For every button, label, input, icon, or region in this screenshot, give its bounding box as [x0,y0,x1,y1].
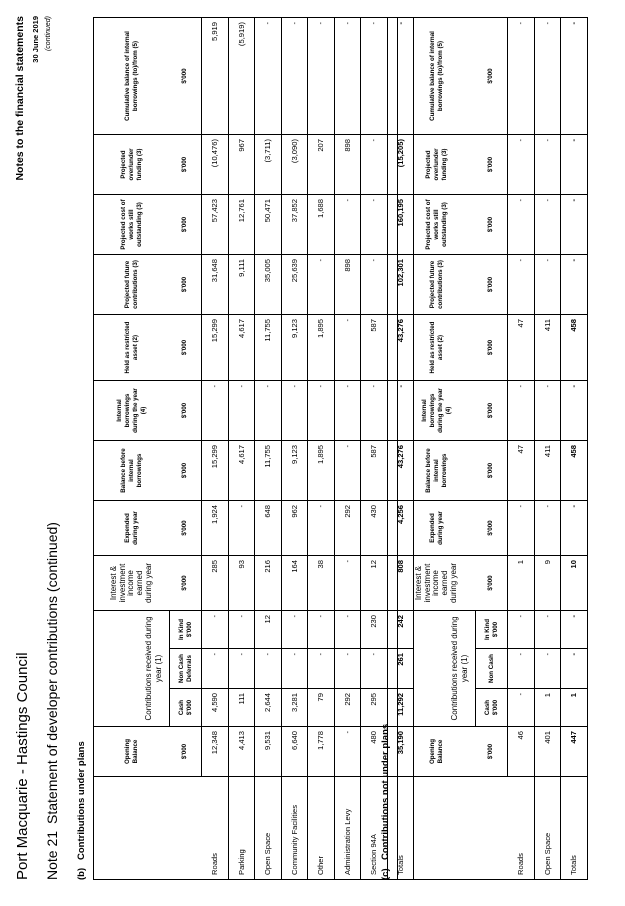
cell-opening: 9,531 [255,727,282,777]
row-label: Roads [508,777,535,880]
cell-restricted: 47 [508,315,535,381]
cell-future: 102,301 [387,255,414,315]
cell-cost: - [334,195,361,255]
balance-before-header: Balance before internal borrowings [94,441,170,501]
inkind-header: In Kind $'000 [476,611,508,649]
cell-overunder: - [508,135,535,195]
balance-unit: $'000 [476,441,508,501]
cell-inkind: - [308,611,335,649]
cell-expended: - [308,501,335,556]
restricted-asset-header: Held as restricted asset (2) [94,315,170,381]
cell-borrowings: - [334,381,361,441]
cell-inkind: - [534,611,561,649]
cell-cost: - [508,195,535,255]
cell-opening: 35,190 [387,727,414,777]
opening-unit: $'000 [170,727,202,777]
table-row [334,18,361,880]
cell-cost: 50,471 [255,195,282,255]
cell-opening: 46 [508,727,535,777]
future-contributions-header: Projected future contributions (3) [398,255,476,315]
restricted-unit: $'000 [170,315,202,381]
cell-borrowings: - [255,381,282,441]
cell-future: - [561,255,588,315]
cell-restricted: 43,276 [387,315,414,381]
cell-opening: 401 [534,727,561,777]
cell-borrowings: - [281,381,308,441]
cell-future: - [508,255,535,315]
internal-borrowings-header: Internal borrowings during the year (4) [94,381,170,441]
opening-unit: $'000 [476,727,508,777]
cell-cash: 1 [561,689,588,727]
cell-future: - [534,255,561,315]
cell-overunder: 207 [308,135,335,195]
cell-inkind: - [228,611,255,649]
row-label: Open Space [255,777,282,880]
contributions-received-header: Contributions received during year (1) [446,611,476,727]
label-header [398,777,508,880]
cell-cumulative: (5,919) [228,18,255,135]
cell-opening: 4,413 [228,727,255,777]
cell-interest: 93 [228,556,255,611]
cell-overunder: - [561,135,588,195]
future-unit: $'000 [170,255,202,315]
cell-overunder: 898 [334,135,361,195]
cell-restricted: 411 [534,315,561,381]
cell-borrowings: - [361,381,388,441]
cell-expended: 430 [361,501,388,556]
cell-cash: - [508,689,535,727]
table-row [228,18,255,880]
section-b-heading: Contributions under plans [76,741,87,860]
cost-outstanding-header: Projected cost of works still outstanding (3) [94,195,170,255]
cell-cash: 4,590 [202,689,229,727]
cell-borrowings: - [202,381,229,441]
cell-opening: 1,778 [308,727,335,777]
restricted-asset-header: Held as restricted asset (2) [398,315,476,381]
cell-borrowings: - [561,381,588,441]
cell-noncash: 261 [387,649,414,689]
cell-future: 9,111 [228,255,255,315]
overunder-unit: $'000 [170,135,202,195]
cell-interest: 9 [534,556,561,611]
cell-expended: - [228,501,255,556]
cell-cash: 1 [534,689,561,727]
cell-inkind: - [508,611,535,649]
cell-noncash: - [281,649,308,689]
cell-cost: - [534,195,561,255]
interest-header: Interest & investment income earned during year [398,556,476,611]
cell-balance: 587 [361,441,388,501]
cell-cash: 79 [308,689,335,727]
cell-noncash: - [508,649,535,689]
section-c-body [508,18,588,880]
table-row [308,18,335,880]
balance-unit: $'000 [170,441,202,501]
interest-unit: $'000 [170,556,202,611]
page-header-left [14,522,60,880]
notes-title: Notes to the financial statements [14,16,26,181]
note-number: Note 21 [44,830,60,880]
cell-balance: 15,299 [202,441,229,501]
noncash-header: Non Cash Deferrals [170,649,202,689]
cell-cumulative: 5,919 [202,18,229,135]
table-row [508,18,535,880]
section-c-title [380,724,391,880]
cell-inkind: - [334,611,361,649]
cumulative-unit: $'000 [476,18,508,135]
future-contributions-header: Projected future contributions (3) [94,255,170,315]
cell-cumulative: - [308,18,335,135]
cell-restricted: 458 [561,315,588,381]
internal-borrowings-header: Internal borrowings during the year (4) [398,381,476,441]
cell-cumulative: - [361,18,388,135]
row-label: Totals [561,777,588,880]
cash-header: Cash $'000 [170,689,202,727]
cell-noncash: - [228,649,255,689]
table-row [202,18,229,880]
section-b-letter: (b) [76,867,87,880]
council-name: Port Macquarie - Hastings Council [14,652,31,880]
cell-cash: 292 [334,689,361,727]
cell-opening: 6,640 [281,727,308,777]
opening-balance-header: Opening Balance [429,738,444,765]
cell-expended: 648 [255,501,282,556]
row-label: Roads [202,777,229,880]
cell-borrowings: - [508,381,535,441]
cell-cash: 3,281 [281,689,308,727]
contributions-received-header: Contributions received during year (1) [140,611,170,727]
cell-cumulative: - [534,18,561,135]
expended-unit: $'000 [170,501,202,556]
cell-cumulative: - [561,18,588,135]
cell-noncash: - [308,649,335,689]
noncash-header: Non Cash [476,649,508,689]
cell-opening: 480 [361,727,388,777]
cell-noncash: - [334,649,361,689]
cell-noncash: - [202,649,229,689]
cell-overunder: - [534,135,561,195]
cell-cost: 37,852 [281,195,308,255]
cell-opening: 447 [561,727,588,777]
contributions-not-under-plans-table [397,17,588,880]
cell-interest: 164 [281,556,308,611]
cell-interest: 38 [308,556,335,611]
section-c-heading: Contributions not under plans [380,723,391,860]
cell-cost: - [561,195,588,255]
section-c-letter: (c) [380,868,391,880]
page-header-right [14,16,52,181]
cell-restricted: 15,299 [202,315,229,381]
cell-cash: 2,644 [255,689,282,727]
cost-unit: $'000 [476,195,508,255]
row-label: Other [308,777,335,880]
cell-inkind: 230 [361,611,388,649]
section-b-title [76,741,87,880]
cell-balance: 1,895 [308,441,335,501]
cell-cost: 57,423 [202,195,229,255]
cell-cumulative: - [334,18,361,135]
cell-restricted: 4,617 [228,315,255,381]
cell-cumulative: - [387,18,414,135]
restricted-unit: $'000 [476,315,508,381]
cell-inkind: - [561,611,588,649]
cell-cumulative: - [281,18,308,135]
borrowings-unit: $'000 [170,381,202,441]
borrowings-unit: $'000 [476,381,508,441]
cell-interest: 216 [255,556,282,611]
report-date: 30 June 2019 [31,16,40,63]
cell-restricted: 9,123 [281,315,308,381]
cell-expended: 1,924 [202,501,229,556]
cell-expended: - [508,501,535,556]
row-label: Community Facilities [281,777,308,880]
cell-future: 25,639 [281,255,308,315]
cell-cash: 11,292 [387,689,414,727]
cell-overunder: (3,090) [281,135,308,195]
cell-future: - [361,255,388,315]
cell-expended: - [561,501,588,556]
cumulative-borrowings-header: Cumulative balance of internal borrowings (to)/from (5) [398,18,476,135]
cell-future: 31,648 [202,255,229,315]
cell-opening: 12,348 [202,727,229,777]
cell-future: - [308,255,335,315]
continued-label: (continued) [45,16,52,52]
table-row [281,18,308,880]
cell-noncash: - [561,649,588,689]
label-header [94,777,202,880]
cell-interest: 808 [387,556,414,611]
cell-interest: - [334,556,361,611]
cell-interest: 12 [361,556,388,611]
cell-interest: 10 [561,556,588,611]
cell-opening: - [334,727,361,777]
cell-borrowings: - [308,381,335,441]
cell-interest: 285 [202,556,229,611]
cell-cost: 12,761 [228,195,255,255]
cumulative-borrowings-header: Cumulative balance of internal borrowings (to)/from (5) [94,18,170,135]
table-row [255,18,282,880]
cell-expended: 962 [281,501,308,556]
cell-overunder: (15,205) [387,135,414,195]
interest-header: Interest & investment income earned during year [94,556,170,611]
inkind-header: In Kind $'000 [170,611,202,649]
row-label: Parking [228,777,255,880]
cell-balance: 9,123 [281,441,308,501]
cell-borrowings: - [228,381,255,441]
interest-unit: $'000 [476,556,508,611]
cell-overunder: (3,711) [255,135,282,195]
cell-expended: 292 [334,501,361,556]
overunder-unit: $'000 [476,135,508,195]
cell-restricted: 11,755 [255,315,282,381]
contributions-under-plans-table [93,17,414,880]
cell-borrowings: - [534,381,561,441]
cell-balance: 4,617 [228,441,255,501]
cell-future: 898 [334,255,361,315]
cumulative-unit: $'000 [170,18,202,135]
cell-restricted: 587 [361,315,388,381]
cell-balance: 11,755 [255,441,282,501]
cell-overunder: 967 [228,135,255,195]
opening-balance-header: Opening Balance [124,738,139,765]
cell-noncash: - [361,649,388,689]
cell-interest: 1 [508,556,535,611]
cell-restricted: 1,895 [308,315,335,381]
row-label: Open Space [534,777,561,880]
note-heading [44,522,60,880]
cell-cost: 160,195 [387,195,414,255]
cell-balance: - [334,441,361,501]
cell-balance: 47 [508,441,535,501]
cell-noncash: - [534,649,561,689]
cell-cumulative: - [508,18,535,135]
cell-restricted: - [334,315,361,381]
cell-balance: 458 [561,441,588,501]
cell-inkind: - [281,611,308,649]
cell-overunder: - [361,135,388,195]
expended-unit: $'000 [476,501,508,556]
totals-row [561,18,588,880]
row-label: Section 94A [361,777,388,880]
cell-expended: 4,256 [387,501,414,556]
cell-cost: 1,688 [308,195,335,255]
future-unit: $'000 [476,255,508,315]
cell-cash: 295 [361,689,388,727]
over-under-funding-header: Projected over/under funding (3) [398,135,476,195]
row-label: Administration Levy [334,777,361,880]
table-row [534,18,561,880]
cell-inkind: 12 [255,611,282,649]
row-label: Totals [387,777,414,880]
cell-cash: 111 [228,689,255,727]
cash-header: Cash $'000 [476,689,508,727]
cell-noncash: - [255,649,282,689]
cell-balance: 43,276 [387,441,414,501]
expended-header: Expended during year [94,501,170,556]
cell-cumulative: - [255,18,282,135]
cell-cost: - [361,195,388,255]
note-title: Statement of developer contributions (continued) [44,522,60,824]
cost-outstanding-header: Projected cost of works still outstanding (3) [398,195,476,255]
cost-unit: $'000 [170,195,202,255]
cell-inkind: - [202,611,229,649]
cell-inkind: 242 [387,611,414,649]
expended-header: Expended during year [398,501,476,556]
cell-expended: - [534,501,561,556]
balance-before-header: Balance before internal borrowings [398,441,476,501]
cell-future: 35,005 [255,255,282,315]
cell-balance: 411 [534,441,561,501]
cell-borrowings: - [387,381,414,441]
over-under-funding-header: Projected over/under funding (3) [94,135,170,195]
cell-overunder: (10,476) [202,135,229,195]
